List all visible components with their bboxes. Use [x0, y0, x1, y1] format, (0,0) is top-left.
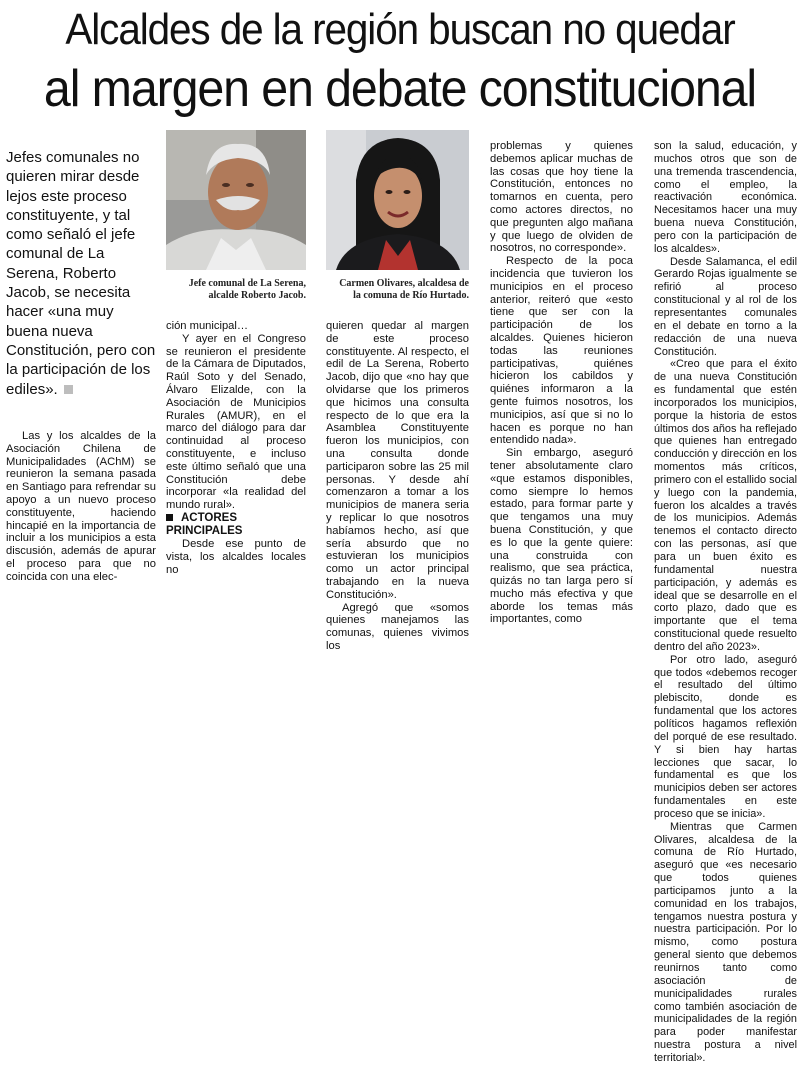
column-3-paragraph-1: quieren quedar al margen de este proceso constituyente. Al respecto, el edil de La Serena, Roberto Jacob, dijo que «no hay que olvidarse que los primeros que hicimos una consulta respecto de lo que era la Asamblea Constituyente fueron los municipios, con una consulta donde participaron sobre las 25 mil personas. Y desde ahí comenzaron a tomar a los municipios de manera seria y replicar lo que nosotros habíamos hecho, así que sería absurdo que no estuvieran los municipios como un actor principal trabajando en la nueva Constitución».	[326, 320, 469, 601]
lead-text: Jefes comunales no quieren mirar desde lejos este proceso constituyente, y tal como señaló el jefe comunal de La Serena, Roberto Jacob, se necesita hacer «una muy buena nueva Constitución, pero con la participación de los ediles».	[6, 149, 156, 398]
column-5-paragraph-1: son la salud, educación, y muchos otros que son de una tremenda trascendencia, como el empleo, la reactivación económica. Necesitamos hacer una muy buena nueva Constitución, pero con la participación de los alcaldes».	[654, 140, 797, 255]
caption-roberto-jacob	[166, 278, 306, 302]
bullet-square-icon	[166, 514, 173, 521]
portrait-man-icon	[166, 130, 306, 270]
column-4-paragraph-3: Sin embargo, aseguró tener absolutamente claro «que estamos disponibles, como siempre lo hemos estado, para formar parte y que tengamos una muy buena Constitución, y que es lo que la gente quiere: una construida con realismo, que sea práctica, quizás no tan larga pero sí mucho más efectiva y que aborde los temas más importantes, como	[490, 447, 633, 626]
column-4-paragraph-2: Respecto de la poca incidencia que tuvieron los municipios en el proceso anterior, reiteró que «esto tiene que ser con la participación de los alcaldes. Quienes hicieron todas las reuniones participativas, quiénes hicieron los cabildos y quiénes informaron a la gente fuimos nosotros, los municipios, así que si no lo hacen es porque no han entendido nada».	[490, 255, 633, 447]
headline-line-1: Alcaldes de la región buscan no quedar	[65, 5, 735, 54]
subhead-actores-principales	[166, 512, 306, 538]
photo-carmen-olivares	[326, 130, 469, 270]
column-2	[166, 320, 306, 576]
column-4	[490, 140, 633, 626]
column-5-paragraph-2: Desde Salamanca, el edil Gerardo Rojas igualmente se refirió al proceso constitucional y al rol de los representantes comunales en el debate en torno a la redacción de una nueva Constitución.	[654, 255, 797, 358]
caption-olivares-line-1: Carmen Olivares, alcaldesa de	[339, 278, 469, 289]
column-2-paragraph-1: ción municipal…	[166, 320, 249, 332]
column-1-paragraph: Las y los alcaldes de la Asociación Chilena de Municipalidades (AChM) se reunieron la semana pasada en Santiago para refrendar su apoyo a un nuevo proceso constituyente, haciendo hincapié en la importancia de incluir a los municipios a esta discusión, además de apurar el proceso para que no coincida con una elec-	[6, 430, 156, 583]
column-5-paragraph-3: «Creo que para el éxito de una nueva Constitución es fundamental que estén incorporados los municipios, porque la historia de estos últimos dos años ha reflejado que quienes han entregado conducción y dirección en los momentos más críticos, primero con el estallido social y luego con la pandemia, fueron los alcaldes a través de los municipios. Además tenemos el contacto directo con las personas, así que para un buen éxito es fundamental nuestra participación, y además es ideal que se desarrolle en el corto plazo, dado que es importante que el tema constitucional quede resuelto dentro del año 2023».	[654, 358, 797, 653]
column-2-paragraph-3: Desde ese punto de vista, los alcaldes locales no	[166, 537, 306, 576]
subhead-text: ACTORES PRINCIPALES	[166, 511, 243, 537]
caption-olivares-line-2: la comuna de Río Hurtado.	[353, 290, 469, 301]
column-5	[654, 140, 797, 1065]
caption-jacob-line-2: alcalde Roberto Jacob.	[208, 290, 306, 301]
caption-jacob-line-1: Jefe comunal de La Serena,	[188, 278, 306, 289]
headline-line-2: al margen en debate constitucional	[43, 60, 757, 118]
column-3	[326, 320, 469, 653]
column-5-paragraph-5: Mientras que Carmen Olivares, alcaldesa de la comuna de Río Hurtado, aseguró que «es necesario que todos quienes participamos junto a la comunidad en los trabajos, tengamos nuestra postura y nuestra participación. Por lo mismo, como postura general siento que debemos reunirnos tanto como asociación de municipalidades rurales como también asociación de municipalidades de la región para poder manifestar nuestra postura a nivel territorial».	[654, 820, 797, 1064]
column-3-paragraph-2: Agregó que «somos quienes manejamos las comunas, quienes vivimos los	[326, 601, 469, 652]
photo-roberto-jacob	[166, 130, 306, 270]
portrait-woman-icon	[326, 130, 469, 270]
column-2-paragraph-2: Y ayer en el Congreso se reunieron el presidente de la Cámara de Diputados, Raúl Soto y del Senado, Álvaro Elizalde, con la Asociación de Municipios Rurales (AMUR), en el marco del diálogo para dar continuidad al proceso constituyente, e incluso este último señaló que una Constitución debe incorporar «la realidad del mundo rural».	[166, 332, 306, 512]
column-1	[6, 430, 156, 584]
lead-paragraph	[6, 148, 156, 399]
caption-carmen-olivares	[326, 278, 469, 302]
end-square-icon	[64, 385, 73, 394]
column-4-paragraph-1: problemas y quienes debemos aplicar muchas de las cosas que hoy tiene la Constitución, entonces no tomarnos en cuenta, pero como actores directos, no que pregunten algo mañana y que luego de olviden de nosotros, no corresponde».	[490, 140, 633, 255]
column-5-paragraph-4: Por otro lado, aseguró que todos «debemos recoger el resultado del último plebiscito, donde es fundamental que los actores políticos hagamos reflexión del porqué de ese resultado. Y si bien hay hartas lecciones que sacar, lo fundamental es que los municipios deben ser actores fundamentales en este proceso que se inicia».	[654, 653, 797, 820]
